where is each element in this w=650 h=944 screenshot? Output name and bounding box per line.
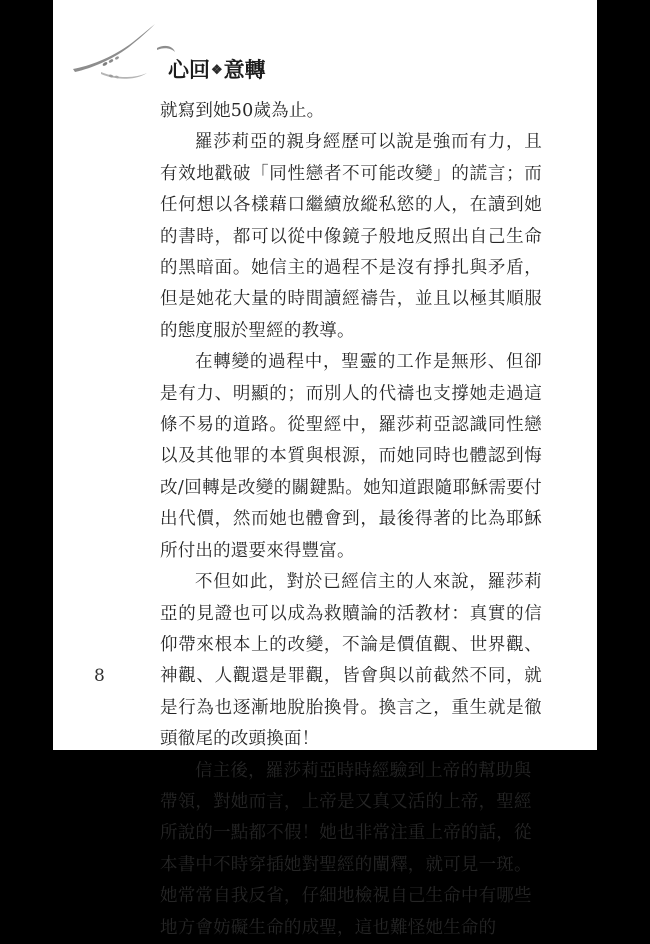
paragraph: 信主後，羅莎莉亞時時經驗到上帝的幫助與帶領，對她而言，上帝是又真又活的上帝，聖經所說的一點都不假！她也非常注重上帝的話，從本書中不時穿插她對聖經的闡釋，就可見一斑。她常常自我反省，仔細地檢視自己生命中有哪些地方會妨礙生命的成聖，這也難怪她生命的 <box>160 760 532 938</box>
paragraph: 在轉變的過程中，聖靈的工作是無形、但卻是有力、明顯的；而別人的代禱也支撐她走過這條不易的道路。從聖經中，羅莎莉亞認識同性戀以及其他罪的本質與根源，而她同時也體認到悔改/回轉是改變的關鍵點。她知道跟隨耶穌需要付出代價，然而她也體會到，最後得著的比為耶穌所付出的還要來得豐富。 <box>160 352 542 561</box>
body-text-block <box>160 96 542 944</box>
diamond-ornament-icon: ❖ <box>211 63 223 78</box>
left-gutter-band <box>0 0 53 750</box>
header-title-part-2: 意轉 <box>223 57 266 82</box>
page-number: 8 <box>94 666 105 686</box>
paragraph: 羅莎莉亞的親身經歷可以說是強而有力，且有效地戳破「同性戀者不可能改變」的謊言；而任何想以各樣藉口繼續放縱私慾的人，在讀到她的書時，都可以從中像鏡子般地反照出自己生命的黑暗面。她信主的過程不是沒有掙扎與矛盾，但是她花大量的時間讀經禱告，並且以極其順服的態度服於聖經的教導。 <box>160 132 542 341</box>
paragraph: 就寫到她50歲為止。 <box>160 101 325 121</box>
page-sheet <box>53 0 597 938</box>
header-title-part-1: 心回 <box>168 57 210 82</box>
right-gutter-band <box>597 0 650 750</box>
paragraph: 不但如此，對於已經信主的人來說，羅莎莉亞的見證也可以成為救贖論的活教材：真實的信仰帶來根本上的改變，不論是價值觀、世界觀、神觀、人觀還是罪觀，皆會與以前截然不同，就是行為也逐漸地脫胎換骨。換言之，重生就是徹頭徹尾的改頭換面！ <box>160 572 542 750</box>
running-header <box>53 22 597 80</box>
running-header-title <box>168 59 266 80</box>
